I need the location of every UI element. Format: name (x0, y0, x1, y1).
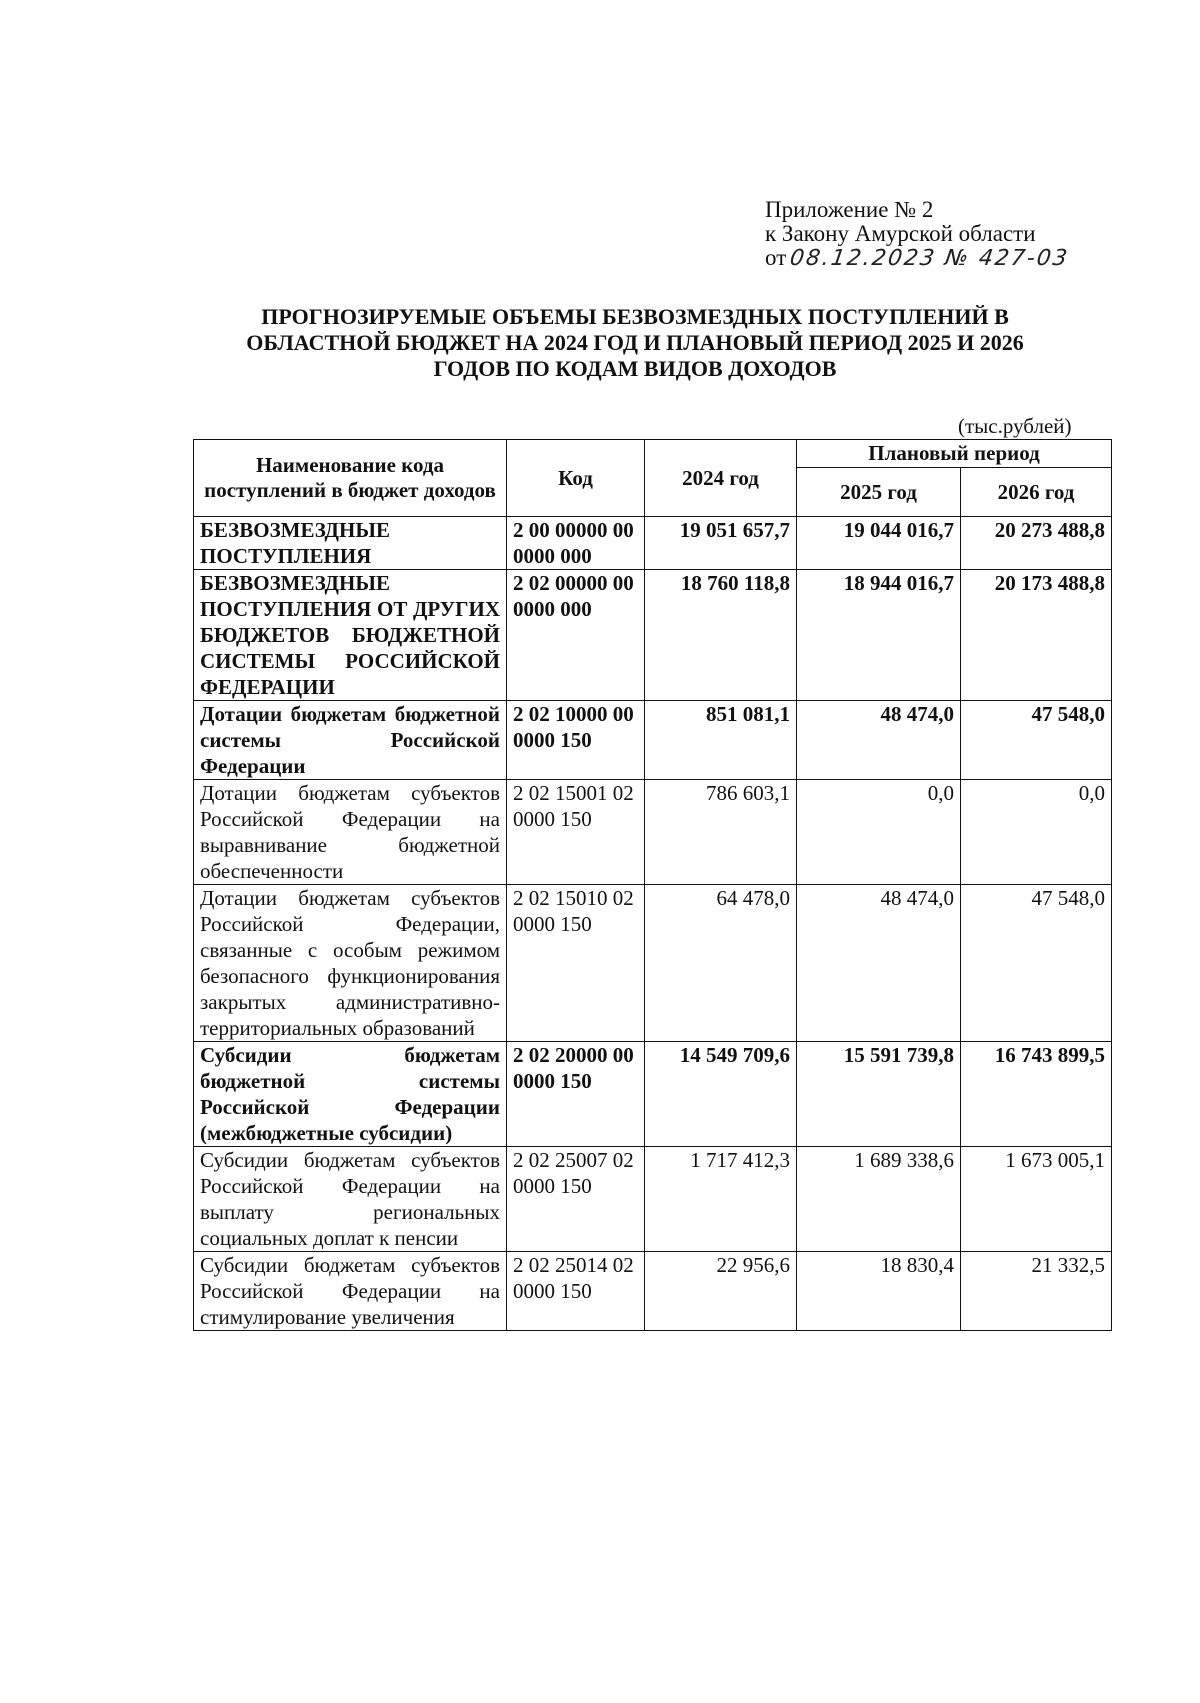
row-value-2024: 18 760 118,8 (645, 570, 797, 701)
row-value-2025: 18 944 016,7 (797, 570, 961, 701)
header-planned-period: Плановый период (797, 440, 1112, 468)
row-value-2024: 14 549 709,6 (645, 1042, 797, 1147)
row-name: БЕЗВОЗМЕЗДНЫЕ ПОСТУПЛЕНИЯ ОТ ДРУГИХ БЮДЖЕТОВ БЮДЖЕТНОЙ СИСТЕМЫ РОССИЙСКОЙ ФЕДЕРАЦИИ (194, 570, 507, 701)
document-title (190, 304, 1080, 382)
row-value-2025: 48 474,0 (797, 885, 961, 1042)
appendix-date-line (765, 246, 1069, 271)
row-value-2025: 19 044 016,7 (797, 517, 961, 570)
table-row (194, 701, 1112, 780)
income-table (193, 439, 1112, 1331)
row-code: 2 02 00000 00 0000 000 (507, 570, 645, 701)
header-2024: 2024 год (645, 440, 797, 517)
table-row (194, 1147, 1112, 1252)
row-code: 2 02 25007 02 0000 150 (507, 1147, 645, 1252)
table-row (194, 780, 1112, 885)
row-value-2024: 22 956,6 (645, 1252, 797, 1331)
row-value-2026: 20 273 488,8 (961, 517, 1112, 570)
appendix-number: Приложение № 2 (765, 197, 934, 222)
row-name: Дотации бюджетам бюджетной системы Российской Федерации (194, 701, 507, 780)
row-value-2024: 851 081,1 (645, 701, 797, 780)
table-row (194, 1252, 1112, 1331)
row-code: 2 02 20000 00 0000 150 (507, 1042, 645, 1147)
header-2025: 2025 год (797, 468, 961, 517)
row-code: 2 02 15010 02 0000 150 (507, 885, 645, 1042)
row-code: 2 02 25014 02 0000 150 (507, 1252, 645, 1331)
title-line-3: ГОДОВ ПО КОДАМ ВИДОВ ДОХОДОВ (433, 356, 837, 381)
row-code: 2 00 00000 00 0000 000 (507, 517, 645, 570)
row-value-2026: 1 673 005,1 (961, 1147, 1112, 1252)
header-code: Код (507, 440, 645, 517)
row-value-2025: 15 591 739,8 (797, 1042, 961, 1147)
row-value-2024: 19 051 657,7 (645, 517, 797, 570)
row-value-2025: 1 689 338,6 (797, 1147, 961, 1252)
row-value-2025: 0,0 (797, 780, 961, 885)
row-value-2026: 21 332,5 (961, 1252, 1112, 1331)
row-value-2026: 47 548,0 (961, 885, 1112, 1042)
table-row (194, 517, 1112, 570)
row-name: Субсидии бюджетам бюджетной системы Российской Федерации (межбюджетные субсидии) (194, 1042, 507, 1147)
row-name: БЕЗВОЗМЕЗДНЫЕ ПОСТУПЛЕНИЯ (194, 517, 507, 570)
row-value-2025: 48 474,0 (797, 701, 961, 780)
table-row (194, 1042, 1112, 1147)
row-value-2025: 18 830,4 (797, 1252, 961, 1331)
handwritten-date-number: 08.12.2023 № 427-03 (788, 246, 1071, 271)
table-body (194, 517, 1112, 1331)
row-code: 2 02 10000 00 0000 150 (507, 701, 645, 780)
row-value-2024: 64 478,0 (645, 885, 797, 1042)
header-name: Наименование кода поступлений в бюджет доходов (194, 440, 507, 517)
table-row (194, 570, 1112, 701)
row-value-2026: 20 173 488,8 (961, 570, 1112, 701)
row-value-2026: 47 548,0 (961, 701, 1112, 780)
appendix-note (765, 198, 1069, 271)
units-label: (тыс.рублей) (958, 414, 1072, 438)
title-line-1: ПРОГНОЗИРУЕМЫЕ ОБЪЕМЫ БЕЗВОЗМЕЗДНЫХ ПОСТУПЛЕНИЙ В (261, 304, 1009, 329)
row-name: Дотации бюджетам субъектов Российской Федерации, связанные с особым режимом безопасного функционирования закрытых административно-территориальных образований (194, 885, 507, 1042)
row-value-2026: 16 743 899,5 (961, 1042, 1112, 1147)
row-value-2024: 786 603,1 (645, 780, 797, 885)
header-2026: 2026 год (961, 468, 1112, 517)
row-name: Субсидии бюджетам субъектов Российской Федерации на стимулирование увеличения (194, 1252, 507, 1331)
row-value-2026: 0,0 (961, 780, 1112, 885)
title-line-2: ОБЛАСТНОЙ БЮДЖЕТ НА 2024 ГОД И ПЛАНОВЫЙ ПЕРИОД 2025 И 2026 (246, 330, 1024, 355)
row-name: Дотации бюджетам субъектов Российской Федерации на выравнивание бюджетной обеспеченности (194, 780, 507, 885)
appendix-date-prefix: от (765, 245, 787, 270)
row-code: 2 02 15001 02 0000 150 (507, 780, 645, 885)
row-value-2024: 1 717 412,3 (645, 1147, 797, 1252)
table-header (194, 440, 1112, 517)
row-name: Субсидии бюджетам субъектов Российской Федерации на выплату региональных социальных доплат к пенсии (194, 1147, 507, 1252)
appendix-law: к Закону Амурской области (765, 221, 1036, 246)
table-row (194, 885, 1112, 1042)
